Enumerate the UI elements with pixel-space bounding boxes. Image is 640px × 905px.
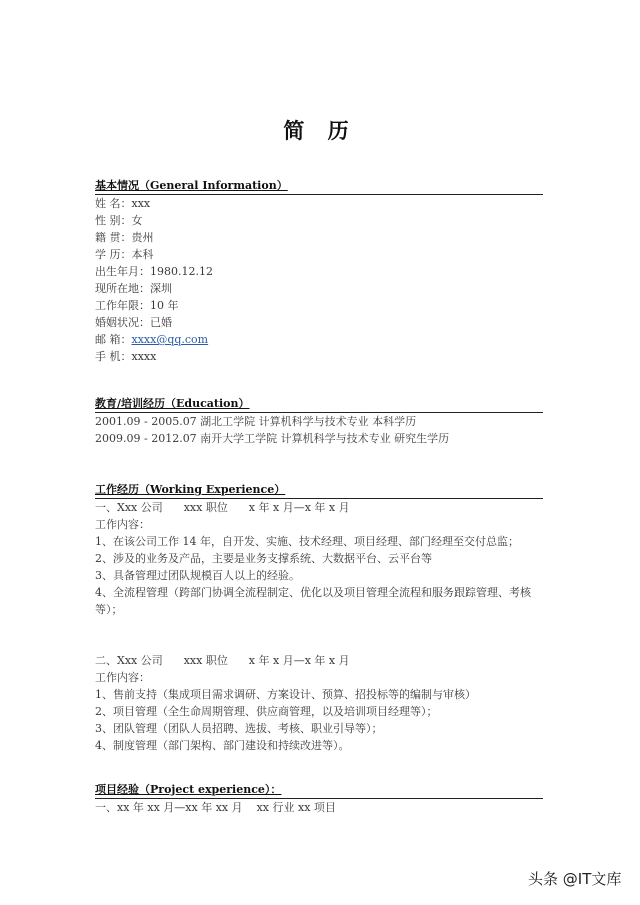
project-heading: 项目经验（Project experience）： (95, 782, 543, 799)
basic-info-heading: 基本情况（General Information） (95, 178, 543, 195)
field-value: 已婚 (150, 316, 172, 329)
field-label: 籍 贯： (95, 231, 132, 244)
field-value: xxx (131, 197, 151, 210)
resume-title: 简 历 (283, 118, 357, 143)
field-label: 手 机： (95, 350, 132, 363)
job-item: 4、全流程管理（跨部门协调全流程制定、优化以及项目管理全流程和服务跟踪管理、考核等）； (95, 586, 531, 616)
basic-info-row (95, 348, 543, 365)
email-link[interactable]: xxxx@qq.com (131, 333, 209, 346)
field-label: 学 历： (95, 248, 132, 261)
job-title: 二、Xxx 公司 xxx 职位 x 年 x 月—x 年 x 月 (95, 654, 350, 667)
field-label: 邮 箱： (95, 333, 132, 346)
basic-info-row (95, 280, 543, 297)
project-row: 一、xx 年 xx 月—xx 年 xx 月 xx 行业 xx 项目 (95, 801, 336, 814)
field-value: 深圳 (150, 282, 172, 295)
basic-info-row (95, 229, 543, 246)
job-item: 2、项目管理（全生命周期管理、供应商管理，以及培训项目经理等）； (95, 705, 438, 718)
basic-info-row (95, 314, 543, 331)
field-label: 性 别： (95, 214, 132, 227)
field-value: 10 年 (150, 299, 179, 312)
basic-info-row (95, 246, 543, 263)
job-content-label: 工作内容： (95, 518, 150, 531)
field-label: 婚姻状况： (95, 316, 150, 329)
work-section (95, 482, 543, 754)
job-content-label: 工作内容： (95, 671, 150, 684)
education-section (95, 396, 543, 447)
project-section (95, 782, 543, 816)
basic-info-row (95, 212, 543, 229)
education-heading: 教育/培训经历（Education） (95, 396, 543, 413)
basic-info-section (95, 178, 543, 365)
watermark: 头条 @IT文库 (528, 870, 622, 888)
job-item: 3、团队管理（团队人员招聘、选拔、考核、职业引导等）； (95, 722, 383, 735)
job-item: 3、具备管理过团队规模百人以上的经验。 (95, 569, 300, 582)
basic-info-row (95, 263, 543, 280)
job-item: 2、涉及的业务及产品，主要是业务支撑系统、大数据平台、云平台等 (95, 552, 432, 565)
field-label: 工作年限： (95, 299, 150, 312)
work-heading: 工作经历（Working Experience） (95, 482, 543, 499)
field-label: 现所在地： (95, 282, 150, 295)
job-title: 一、Xxx 公司 xxx 职位 x 年 x 月—x 年 x 月 (95, 501, 350, 514)
field-label: 出生年月： (95, 265, 150, 278)
field-value: 贵州 (131, 231, 154, 244)
field-value: 1980.12.12 (150, 265, 213, 278)
education-row: 2009.09 - 2012.07 南开大学工学院 计算机科学与技术专业 研究生学历 (95, 432, 450, 445)
education-row: 2001.09 - 2005.07 湖北工学院 计算机科学与技术专业 本科学历 (95, 415, 417, 428)
basic-info-row (95, 297, 543, 314)
job-item: 1、售前支持（集成项目需求调研、方案设计、预算、招投标等的编制与审核） (95, 688, 476, 701)
field-value: 本科 (131, 248, 154, 261)
job-item: 1、在该公司工作 14 年，自开发、实施、技术经理、项目经理、部门经理至交付总监； (95, 535, 519, 548)
job-item: 4、制度管理（部门架构、部门建设和持续改进等）。 (95, 739, 350, 752)
field-value: 女 (131, 214, 143, 227)
field-value: xxxx (131, 350, 157, 363)
basic-info-row (95, 195, 543, 212)
basic-info-row (95, 331, 543, 348)
field-label: 姓 名： (95, 197, 132, 210)
